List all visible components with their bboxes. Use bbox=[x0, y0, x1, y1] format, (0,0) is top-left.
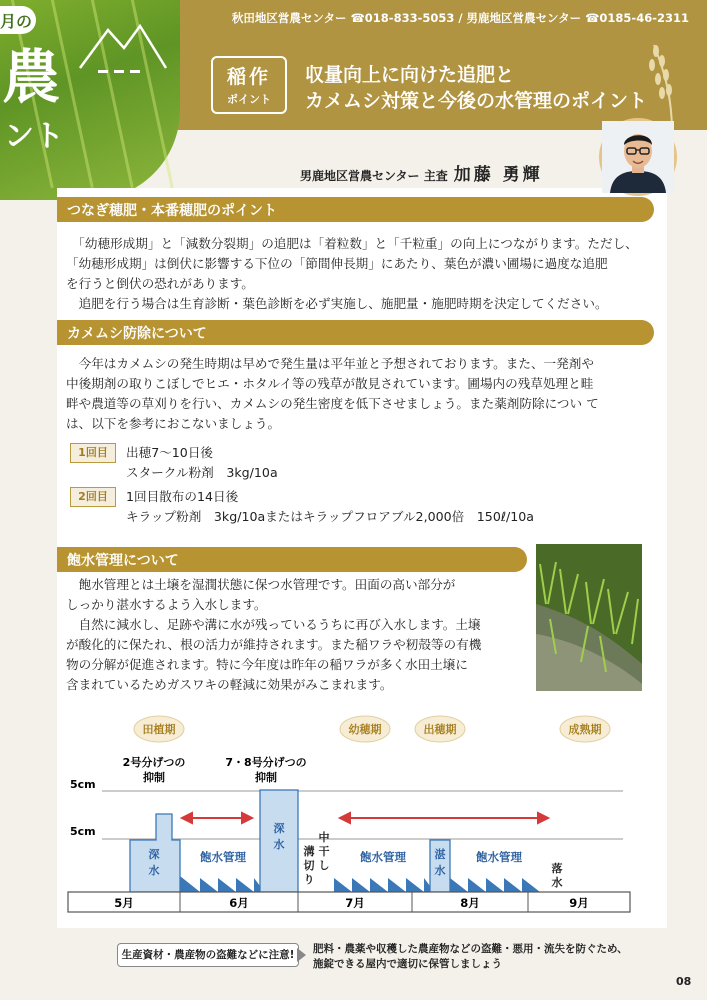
svg-text:溝: 溝 bbox=[303, 845, 315, 858]
svg-text:中: 中 bbox=[318, 831, 330, 844]
flood-label-a: 湛 bbox=[434, 848, 446, 861]
author-avatar bbox=[599, 118, 677, 196]
category-badge bbox=[211, 56, 287, 114]
section-text-fertilizer: 「幼穂形成期」と「減数分裂期」の追肥は「着粒数」と「千粒重」の向上につながります。ただし、 「幼穂形成期」は倒伏に影響する下位の「節間伸長期」にあたり、葉色が濃い圃場に過度な追肥 を行うと倒伏の恐れがあります。 追肥を行う場合は生育診断・葉色診断を必ず実施し、施肥量・施肥時期を決定してください。 bbox=[66, 236, 638, 311]
series-sub-chars: ント bbox=[4, 119, 64, 154]
round-1-text: 出穂7～10日後 スタークル粉剤 3kg/10a bbox=[126, 445, 278, 480]
stage-badge-heading bbox=[415, 716, 465, 742]
article-title bbox=[305, 62, 647, 114]
month-may: 5月 bbox=[114, 896, 134, 910]
contact-info: 秋田地区営農センター ☎018-833-5053 / 男鹿地区営農センター ☎0185-46-2311 bbox=[231, 11, 689, 25]
round-1-badge: 1回目 bbox=[70, 443, 116, 463]
deep-water-label-2b: 水 bbox=[273, 838, 285, 851]
note-tiller2-line1: 2号分げつの bbox=[122, 756, 186, 769]
section-text-stinkbug: 今年はカメムシの発生時期は早めで発生量は平年並と予想されております。また、一発剤や 中後期剤の取りこぼしでヒエ・ホタルイ等の残草が散見されています。圃場内の残草処理と畦 畔や農道等の草刈りを行い、カメムシの発生密度を低下させましょう。また薬剤防除につい て は、以下を参考におこないましょう。 bbox=[66, 356, 599, 431]
stage-badge-planting bbox=[134, 716, 184, 742]
author-line bbox=[300, 160, 543, 185]
svg-text:し: し bbox=[318, 859, 330, 872]
saturation-label-3: 飽水管理 bbox=[476, 850, 522, 864]
deep-water-label-2a: 深 bbox=[273, 822, 285, 835]
saturation-arrow-1 bbox=[182, 813, 252, 823]
depth-label-mid: 5cm bbox=[70, 825, 96, 838]
section-heading-fertilizer: つなぎ穂肥・本番穂肥のポイント bbox=[57, 197, 654, 222]
author-name: 加藤 勇輝 bbox=[453, 165, 543, 185]
deep-water-label-1a: 深 bbox=[148, 848, 160, 861]
saturation-arrow-2 bbox=[340, 813, 548, 823]
round-2-badge: 2回目 bbox=[70, 487, 116, 507]
stage-label-young-panicle: 幼穂期 bbox=[348, 723, 382, 736]
flood-label-b: 水 bbox=[434, 864, 446, 877]
caution-label: 生産資材・農産物の盗難などに注意! bbox=[117, 943, 299, 967]
round-2-text: 1回目散布の14日後 キラップ粉剤 3kg/10aまたはキラップフロアブル2,000倍 150ℓ/10a bbox=[126, 489, 535, 524]
month-sep: 9月 bbox=[569, 896, 589, 910]
month-axis bbox=[68, 892, 630, 912]
stage-label-heading: 出穂期 bbox=[423, 723, 457, 736]
depth-label-top: 5cm bbox=[70, 778, 96, 791]
note-tiller78-line2: 抑制 bbox=[255, 771, 277, 784]
svg-text:水: 水 bbox=[551, 876, 563, 889]
category-line2: ポイント bbox=[227, 93, 271, 106]
author-affiliation: 男鹿地区営農センター 主査 bbox=[300, 169, 448, 183]
svg-text:落: 落 bbox=[551, 862, 563, 875]
section-heading-stinkbug: カメムシ防除について bbox=[57, 320, 654, 345]
saturation-label-2: 飽水管理 bbox=[360, 850, 406, 864]
stage-badge-maturity bbox=[560, 716, 610, 742]
section-text-water: 飽水管理とは土壌を湿潤状態に保つ水管理です。田面の高い部分が しっかり湛水するよう入水します。 自然に減水し、足跡や溝に水が残っているうちに再び入水します。土壌 が酸化的に保たれ、根の活力が維持されます。また稲ワラや籾殻等の有機 物の分解が促進されます。特に今年度は昨年の稲ワラが多く水田土壌に 含まれているためガスワキの軽減に効果がみこまれます。 bbox=[66, 577, 482, 692]
month-jun: 6月 bbox=[229, 896, 249, 910]
note-tiller2-line2: 抑制 bbox=[143, 771, 165, 784]
saturation-sawtooth bbox=[180, 876, 540, 892]
caution-arrow-icon bbox=[297, 948, 306, 962]
water-blocks bbox=[130, 790, 450, 892]
category-line1: 稲作 bbox=[226, 66, 271, 88]
svg-text:り: り bbox=[303, 873, 315, 886]
page-number: 08 bbox=[676, 975, 692, 988]
page-header bbox=[0, 0, 707, 154]
note-tiller78-line1: 7・8号分げつの bbox=[225, 756, 307, 769]
svg-text:干: 干 bbox=[318, 845, 330, 858]
svg-text:切: 切 bbox=[303, 859, 315, 872]
saturation-label-1: 飽水管理 bbox=[200, 850, 246, 864]
title-line1: 収量向上に向けた追肥と bbox=[305, 64, 515, 86]
caution-text: 肥料・農薬や収穫した農産物などの盗難・悪用・流失を防ぐため、 施錠できる屋内で適切に保管しましょう bbox=[313, 943, 628, 970]
stage-badge-young-panicle bbox=[340, 716, 390, 742]
stage-label-maturity: 成熟期 bbox=[568, 723, 602, 736]
title-line2: カメムシ対策と今後の水管理のポイント bbox=[305, 90, 648, 112]
water-management-diagram bbox=[68, 708, 638, 918]
mountain-house-icon bbox=[78, 8, 168, 78]
series-big-char: 農 bbox=[2, 43, 61, 111]
month-jul: 7月 bbox=[345, 896, 365, 910]
series-month-label: 月の bbox=[0, 6, 36, 34]
section-heading-water: 飽水管理について bbox=[57, 547, 527, 572]
month-aug: 8月 bbox=[460, 896, 480, 910]
stage-label-planting: 田植期 bbox=[142, 723, 176, 736]
paddy-photo bbox=[536, 544, 642, 691]
deep-water-label-1b: 水 bbox=[148, 864, 160, 877]
